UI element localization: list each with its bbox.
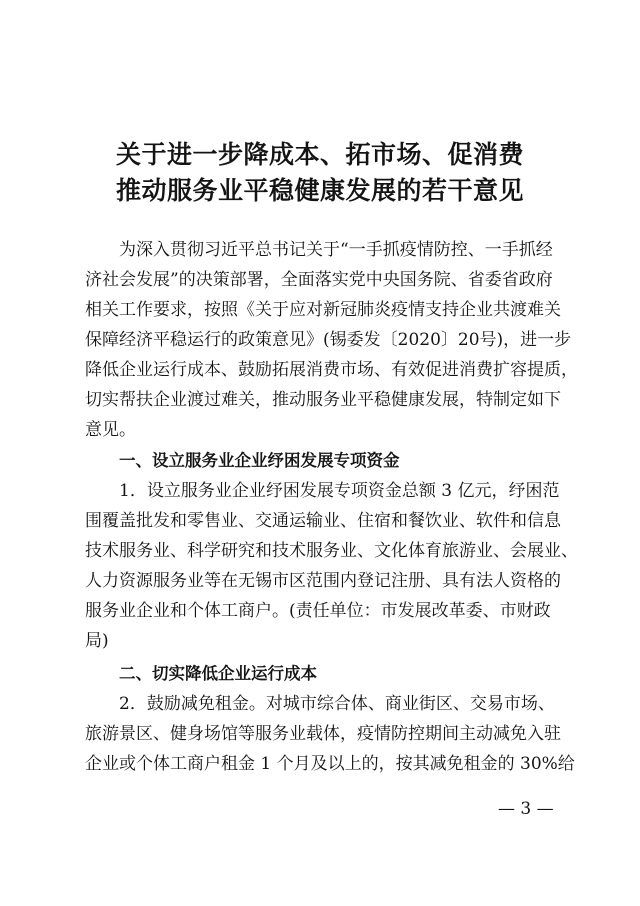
body-line: 相关工作要求，按照《关于应对新冠肺炎疫情支持企业共渡难关 (85, 300, 561, 320)
title-line-1: 关于进一步降成本、拓市场、促消费 (115, 140, 524, 169)
body-line: 旅游景区、健身场馆等服务业载体，疫情防控期间主动减免入驻 (85, 724, 561, 744)
body-line: 意见。 (85, 420, 136, 440)
body-line: 降低企业运行成本、鼓励拓展消费市场、有效促进消费扩容提质， (85, 360, 578, 380)
body-line: 局) (85, 631, 109, 651)
body-line: 为深入贯彻习近平总书记关于“一手抓疫情防控、一手抓经 (119, 240, 553, 260)
title-line-2: 推动服务业平稳健康发展的若干意见 (115, 176, 524, 205)
body-line: 切实帮扶企业渡过难关，推动服务业平稳健康发展，特制定如下 (85, 390, 561, 410)
body-line: 服务业企业和个体工商户。(责任单位：市发展改革委、市财政 (85, 601, 551, 621)
section-heading-2: 二、切实降低企业运行成本 (119, 664, 317, 683)
body-line: 围覆盖批发和零售业、交通运输业、住宿和餐饮业、软件和信息 (85, 511, 561, 531)
body-line: 技术服务业、科学研究和技术服务业、文化体育旅游业、会展业、 (85, 541, 578, 561)
body-line: 保障经济平稳运行的政策意见》(锡委发〔2020〕20号)，进一步 (85, 330, 572, 350)
body-line: 企业或个体工商户租金 1 个月及以上的，按其减免租金的 30%给 (85, 754, 575, 774)
page-number: — 3 — (498, 799, 554, 819)
body-line: 人力资源服务业等在无锡市区范围内登记注册、具有法人资格的 (85, 571, 561, 591)
body-line: 1．设立服务业企业纾困发展专项资金总额 3 亿元，纾困范 (119, 481, 560, 501)
body-line: 济社会发展”的决策部署，全面落实党中央国务院、省委省政府 (85, 270, 553, 290)
section-heading-1: 一、设立服务业企业纾困发展专项资金 (119, 451, 400, 470)
body-line: 2．鼓励减免租金。对城市综合体、商业街区、交易市场、 (119, 694, 555, 714)
